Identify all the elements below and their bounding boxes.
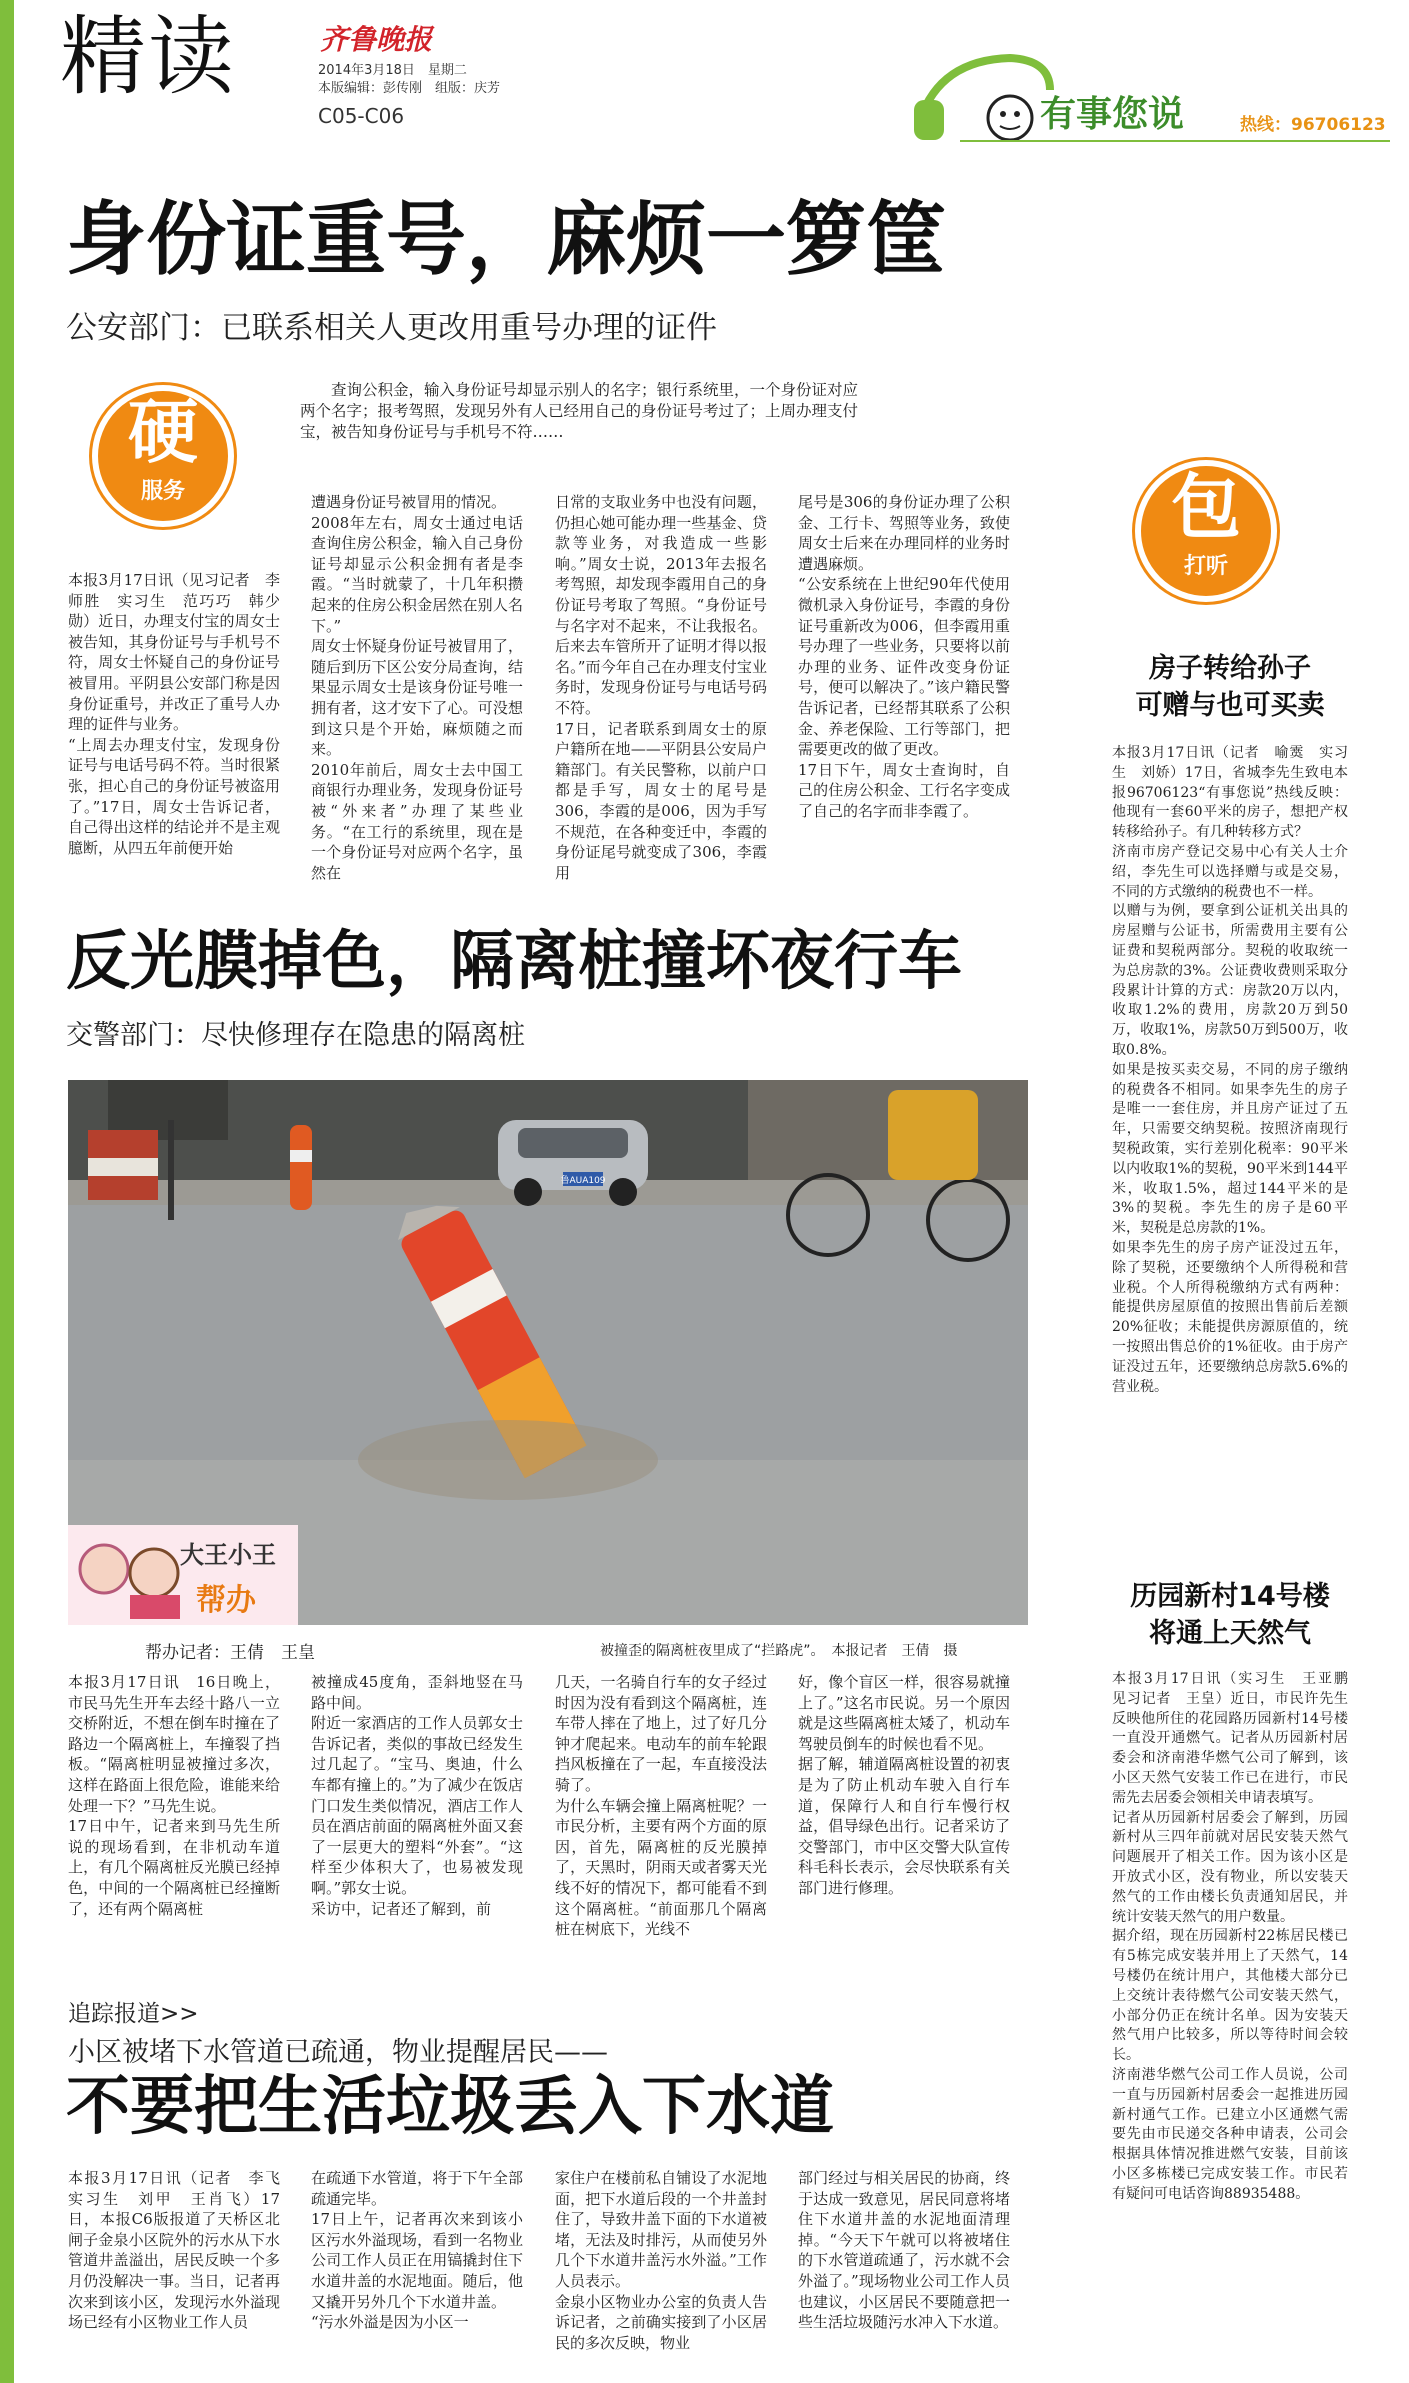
hotline-name: 有事您说 bbox=[1040, 94, 1185, 135]
helper-badge-title: 大王小王 bbox=[180, 1541, 276, 1569]
small-bollard bbox=[290, 1125, 312, 1210]
hard-service-badge bbox=[92, 385, 234, 527]
article3-col4: 部门经过与相关居民的协商，终于达成一致意见，居民同意将堵住下水道井盖的水泥地面清理掉。“今天下午就可以将被堵住的下水管道疏通了，污水就不会外溢了。”现场物业公司工作人员也建议，小区居民不要随意把一些生活垃圾随污水冲入下水道。 bbox=[798, 2169, 1010, 2332]
article3-kicker: 追踪报道>> bbox=[68, 2001, 199, 2027]
sidebar-story2-headline-line1: 历园新村14号楼 bbox=[1130, 1581, 1330, 1612]
sidebar-story1-body: 本报3月17日讯（记者 喻霙 实习生 刘娇）17日，省城李先生致电本报96706123“有事您说”热线反映：他现有一套60平米的房子，想把产权转移给孙子。有几种转移方式？ 济南市房产登记交易中心有关人士介绍，李先生可以选择赠与或是交易，不同的方式缴纳的税费也不一样。 以赠与为例，要拿到公证机关出具的房屋赠与公证书，所需费用主要有公证费和契税两部分。契税的收取统一为总房款的3%。公证费收费则采取分段累计计算的方式：房款20万以内，收取1.2%的费用，房款20万到50万，收取1%，房款50万到500万，收取0.8%。 如果是按买卖交易，不同的房子缴纳的税费各不相同。如果李先生的房子是唯一一套住房，并且房产证过了五年，只需要交纳契税。按照济南现行契税政策，实行差别化税率：90平米以内收取1%的契税，90平米到144平米，收取1.5%，超过144平米的是3%的契税。李先生的房子是60平米，契税是总房款的1%。 如果李先生的房子房产证没过五年，除了契税，还要缴纳个人所得税和营业税。个人所得税缴纳方式有两种：能提供房屋原值的按照出售前后差额20%征收；未能提供房源原值的，统一按照出售总价的1%征收。由于房产证没过五年，还要缴纳总房款5.6%的营业税。 bbox=[1112, 745, 1348, 1395]
helper-avatars-icon bbox=[74, 1529, 184, 1621]
editor-line: 本版编辑：彭传刚 组版：庆芳 bbox=[318, 81, 501, 96]
inquiry-badge bbox=[1135, 460, 1277, 602]
inquiry-badge-text: 打听 bbox=[1183, 554, 1228, 579]
article2-subhead: 交警部门：尽快修理存在隐患的隔离桩 bbox=[66, 1020, 525, 1051]
article3-col2: 在疏通下水管道，将于下午全部疏通完毕。 17日上午，记者再次来到该小区污水外溢现场，看到一名物业公司工作人员正在用镐撬封住下水道井盖的水泥地面。随后，他又撬开另外几个下水道井盖。 “污水外溢是因为小区一 bbox=[311, 2169, 523, 2332]
hard-service-badge-char: 硬 bbox=[128, 391, 198, 473]
date-line: 2014年3月18日 星期二 bbox=[318, 63, 467, 78]
sidebar-story2-headline bbox=[1095, 1578, 1365, 1652]
bollard-photo bbox=[68, 1080, 1028, 1625]
helper-credit: 帮办记者：王倩 王皇 bbox=[145, 1643, 315, 1663]
helper-badge-subtitle: 帮办 bbox=[196, 1583, 256, 1618]
article1-col4: 尾号是306的身份证办理了公积金、工行卡、驾照等业务，致使周女士后来在办理同样的业务时遭遇麻烦。 “公安系统在上世纪90年代使用微机录入身份证号，李霞的身份证号重新改为006，但李霞用重号办理了一些业务，只要将以前办理的业务、证件改变身份证号，便可以解决了。”该户籍民警告诉记者，已经帮其联系了公积金、养老保险、工行等部门，把需要更改的做了更改。 17日下午，周女士查询时，自己的住房公积金、工行名字变成了自己的名字而非李霞了。 bbox=[798, 493, 1010, 820]
article2-col3: 几天，一名骑自行车的女子经过时因为没有看到这个隔离桩，连车带人摔在了地上，过了好几分钟才爬起来。电动车的前车轮跟挡风板撞在了一起，车直接没法骑了。 为什么车辆会撞上隔离桩呢？一市民分析，主要有两个方面的原因，首先，隔离桩的反光膜掉了，天黑时，阴雨天或者雾天光线不好的情况下，都可能看不到这个隔离桩。“前面那几个隔离桩在树底下，光线不 bbox=[555, 1673, 767, 1939]
article1-col3: 日常的支取业务中也没有问题，仍担心她可能办理一些基金、贷款等业务，对我造成一些影响。”周女士说，2013年去报名考驾照，却发现李霞用自己的身份证号考取了驾照。“身份证号与名字对不起来，不让我报名。后来去车管所开了证明才得以报名。”而今年自己在办理支付宝业务时，发现身份证号与电话号码不符。 17日，记者联系到周女士的原户籍所在地——平阴县公安局户籍部门。有关民警称，以前户口都是手写，周女士的尾号是306，李霞的是006，因为手写不规范，在各种变迁中，李霞的身份证尾号就变成了306，李霞用 bbox=[555, 493, 767, 882]
article1-col1: 本报3月17日讯（见习记者 李师胜 实习生 范巧巧 韩少勋）近日，办理支付宝的周女士被告知，其身份证号与手机号不符，周女士怀疑自己的身份证号被冒用。平阴县公安部门称是因身份证重号，并改正了重号人办理的证件与业务。 “上周去办理支付宝，发现身份证号与电话号码不符。当时很紧张，担心自己的身份证号被盗用了。”17日，周女士告诉记者，自己得出这样的结论并不是主观臆断，从四五年前便开始 bbox=[68, 571, 280, 857]
sidebar-story2-body: 本报3月17日讯（实习生 王亚鹏 见习记者 王皇）近日，市民许先生反映他所住的花园路历园新村14号楼一直没开通燃气。记者从历园新村居委会和济南港华燃气公司了解到，该小区天然气安装工作已在进行，市民需先去居委会领相关申请表填写。 记者从历园新村居委会了解到，历园新村从三四年前就对居民安装天然气问题展开了相关工作。因为该小区是开放式小区，没有物业，所以安装天然气的工作由楼长负责通知居民，并统计安装天然气的用户数量。 据介绍，现在历园新村22栋居民楼已有5栋完成安装并用上了天然气，14号楼仍在统计用户，其他楼大部分已上交统计表待燃气公司安装天然气，小部分仍正在统计名单。因为安装天然气用户比较多，所以等待时间会较长。 济南港华燃气公司工作人员说，公司一直与历园新村居委会一起推进历园新村通气工作。已建立小区通燃气需要先由市民递交各种申请表，公司会根据具体情况推进燃气安装，目前该小区多栋楼已完成安装工作。市民若有疑问可电话咨询88935488。 bbox=[1112, 1671, 1348, 2202]
article2-col1: 本报3月17日讯 16日晚上，市民马先生开车去经十路八一立交桥附近，不想在倒车时撞在了路边一个隔离桩上，车撞裂了挡板。“隔离桩明显被撞过多次，这样在路面上很危险，谁能来给处理一下？”马先生说。 17日中午，记者来到马先生所说的现场看到，在非机动车道上，有几个隔离桩反光膜已经掉色，中间的一个隔离桩已经撞断了，还有两个隔离桩 bbox=[68, 1673, 280, 1918]
helper-badge bbox=[68, 1525, 298, 1625]
section-title: 精读 bbox=[60, 7, 236, 107]
left-green-bar bbox=[0, 0, 14, 2383]
sidebar-story2-headline-line2: 将通上天然气 bbox=[1149, 1618, 1311, 1649]
article3-subhead: 小区被堵下水管道已疏通，物业提醒居民—— bbox=[68, 2037, 608, 2068]
hotline-number: 热线：96706123 bbox=[1240, 115, 1386, 135]
inquiry-badge-char: 包 bbox=[1171, 466, 1241, 548]
hard-service-badge-text: 服务 bbox=[140, 479, 185, 504]
article1-subhead: 公安部门：已联系相关人更改用重号办理的证件 bbox=[66, 310, 717, 346]
header-meta bbox=[318, 62, 500, 98]
paper-logo: 齐鲁晚报 bbox=[320, 23, 433, 56]
article2-col4: 好，像个盲区一样，很容易就撞上了。”这名市民说。另一个原因就是这些隔离桩太矮了，机动车驾驶员倒车的时候也看不见。 据了解，辅道隔离桩设置的初衷是为了防止机动车驶入自行车道，保障行人和自行车慢行权益，倡导绿色出行。记者采访了交警部门，市中区交警大队宣传科毛科长表示，会尽快联系有关部门进行修理。 bbox=[798, 1673, 1010, 1897]
article1-col2: 遭遇身份证号被冒用的情况。 2008年左右，周女士通过电话查询住房公积金，输入自己身份证号却显示公积金拥有者是李霞。“当时就蒙了，十几年积攒起来的住房公积金居然在别人名下。” 周女士怀疑身份证号被冒用了，随后到历下区公安分局查询，结果显示周女士是该身份证号唯一拥有者，这才安下了心。可没想到这只是个开始，麻烦随之而来。 2010年前后，周女士去中国工商银行办理业务，发现身份证号被“外来者”办理了某些业务。“在工行的系统里，现在是一个身份证号对应两个名字，虽然在 bbox=[311, 493, 523, 882]
car-plate: 鲁AUA109 bbox=[560, 1176, 606, 1186]
photo-caption: 被撞歪的隔离桩夜里成了“拦路虎”。 本报记者 王倩 摄 bbox=[600, 1643, 958, 1659]
sidebar-story1-headline bbox=[1095, 650, 1365, 724]
header-rule bbox=[960, 140, 1390, 142]
sidebar-story1-headline-line2: 可赠与也可买卖 bbox=[1135, 690, 1325, 721]
sidebar-story1-headline-line1: 房子转给孙子 bbox=[1149, 653, 1311, 684]
article1-lead: 查询公积金，输入身份证号却显示别人的名字；银行系统里，一个身份证对应两个名字；报考驾照，发现另外有人已经用自己的身份证号考过了；上周办理支付宝，被告知身份证号与手机号不符…… bbox=[300, 381, 859, 441]
article2-col2: 被撞成45度角，歪斜地竖在马路中间。 附近一家酒店的工作人员郭女士告诉记者，类似的事故已经发生过几起了。“宝马、奥迪，什么车都有撞上的。”为了减少在饭店门口发生类似情况，酒店工作人员在酒店前面的隔离桩外面又套了一层更大的塑料“外套”。“这样至少体积大了，也易被发现啊。”郭女士说。 采访中，记者还了解到，前 bbox=[311, 1673, 523, 1918]
article3-headline: 不要把生活垃圾丢入下水道 bbox=[66, 2070, 834, 2144]
article3-col1: 本报3月17日讯（记者 李飞 实习生 刘甲 王肖飞）17日，本报C6版报道了天桥区北闸子金泉小区院外的污水从下水管道井盖溢出，居民反映一个多月仍没解决一事。当日，记者再次来到该小区，发现污水外溢现场已经有小区物业工作人员 bbox=[68, 2169, 296, 2332]
article1-headline: 身份证重号，麻烦一箩筐 bbox=[66, 193, 946, 286]
page-numbers: C05-C06 bbox=[318, 104, 405, 128]
hotline-phone-icon bbox=[900, 40, 1060, 160]
article3-col3: 家住户在楼前私自铺设了水泥地面，把下水道后段的一个井盖封住了，导致井盖下面的下水道被堵，无法及时排污，从而使另外几个下水道井盖污水外溢。”工作人员表示。 金泉小区物业办公室的负责人告诉记者，之前确实接到了小区居民的多次反映，物业 bbox=[555, 2169, 767, 2352]
article2-headline: 反光膜掉色，隔离桩撞坏夜行车 bbox=[66, 925, 962, 999]
